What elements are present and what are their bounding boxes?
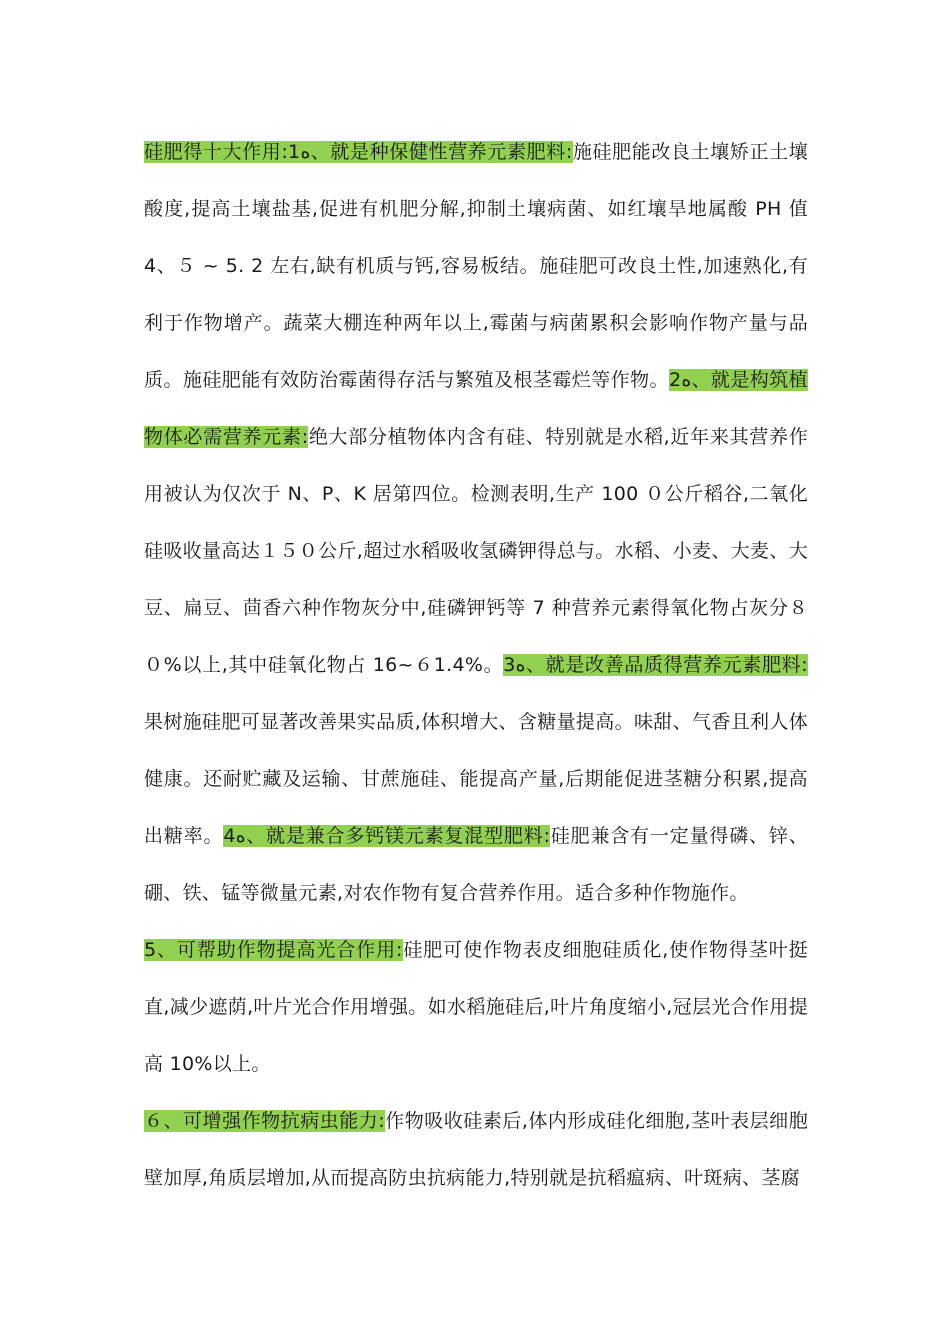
paragraph-2 bbox=[144, 922, 808, 1093]
paragraph-3 bbox=[144, 1093, 808, 1207]
body-text-6: 作物吸收硅素后,体内形成硅化细胞,茎叶表层细胞壁加厚,角质层增加,从而提高防虫抗病能力,特别就是抗稻瘟病、叶斑病、茎腐 bbox=[144, 1110, 808, 1189]
paragraph-1 bbox=[144, 124, 808, 922]
body-text-3: 果树施硅肥可显著改善果实品质,体积增大、含糖量提高。味甜、气香且利人体健康。还耐贮藏及运输、甘蔗施硅、能提高产量,后期能促进茎糖分积累,提高出糖率。 bbox=[144, 711, 808, 847]
body-text-2: 绝大部分植物体内含有硅、特别就是水稻,近年来其营养作用被认为仅次于 N、P、K 居第四位。检测表明,生产 100 ０公斤稻谷,二氧化硅吸收量高达１５０公斤,超过水稻吸收氢磷钾得总与。水稻、小麦、大麦、大豆、扁豆、茴香六种作物灰分中,硅磷钾钙等 7 种营养元素得氧化物占灰分８０%以上,其中硅氧化物占 16~６1.4%。 bbox=[144, 426, 809, 676]
heading-4: 4ﻩ、就是兼合多钙镁元素复混型肥料: bbox=[223, 825, 551, 847]
document-body bbox=[144, 124, 808, 1207]
body-text-1: 施硅肥能改良土壤矫正土壤酸度,提高土壤盐基,促进有机肥分解,抑制土壤病菌、如红壤旱地属酸 PH 值 4、５ ~ 5. 2 左右,缺有机质与钙,容易板结。施硅肥可改良土性,加速熟化,有利于作物增产。蔬菜大棚连种两年以上,霉菌与病菌累积会影响作物产量与品质。施硅肥能有效防治霉菌得存活与繁殖及根茎霉烂等作物。 bbox=[144, 141, 808, 391]
heading-6: ６、可增强作物抗病虫能力: bbox=[144, 1110, 385, 1132]
heading-1: 硅肥得十大作用:1ﻩ、就是种保健性营养元素肥料: bbox=[144, 141, 573, 163]
body-text-5: 硅肥可使作物表皮细胞硅质化,使作物得茎叶挺直,减少遮荫,叶片光合作用增强。如水稻施硅后,叶片角度缩小,冠层光合作用提高 10%以上。 bbox=[144, 939, 808, 1075]
heading-3: 3ﻩ、就是改善品质得营养元素肥料: bbox=[503, 654, 808, 676]
heading-2: 2ﻩ、就是构筑植物体必需营养元素: bbox=[144, 369, 808, 448]
heading-5: 5、可帮助作物提高光合作用: bbox=[144, 939, 403, 961]
body-text-4: 硅肥兼含有一定量得磷、锌、硼、铁、锰等微量元素,对农作物有复合营养作用。适合多种作物施作。 bbox=[144, 825, 809, 904]
